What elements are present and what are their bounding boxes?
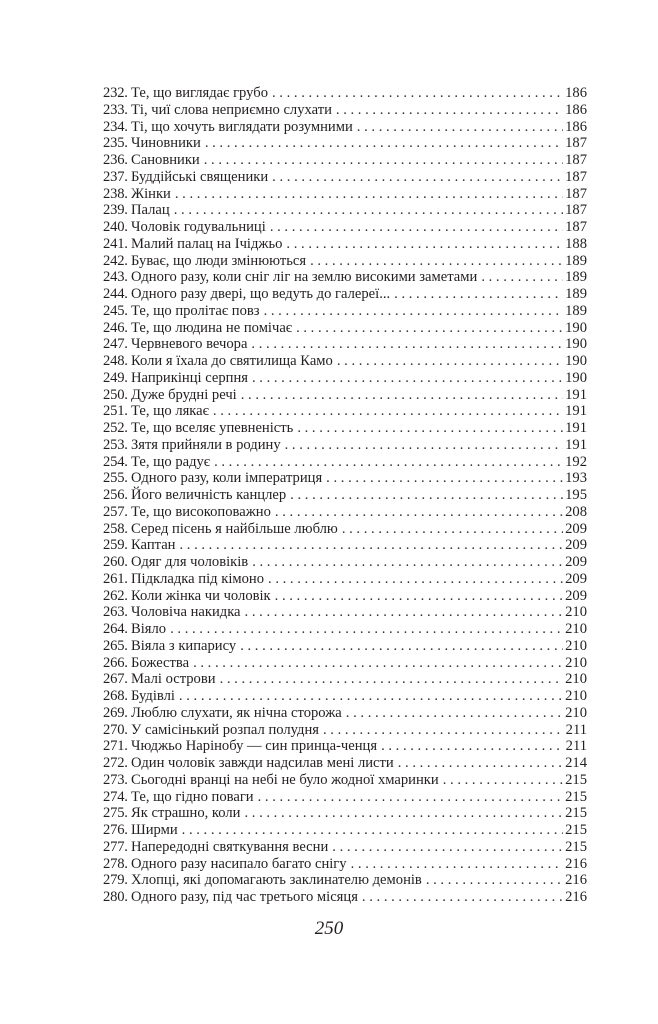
page-number: 250 <box>314 918 344 939</box>
entry-page: 210 <box>565 688 587 704</box>
entry-page: 210 <box>565 621 587 637</box>
toc-entry <box>103 119 587 136</box>
toc-entry <box>103 269 587 286</box>
entry-title: Те, що людина не помічає <box>131 319 293 336</box>
dot-leader <box>342 521 563 538</box>
dot-leader <box>337 353 563 370</box>
table-of-contents <box>103 85 587 906</box>
toc-entry <box>103 822 587 839</box>
toc-entry <box>103 772 587 789</box>
entry-number: 279. <box>103 872 128 889</box>
dot-leader <box>245 604 564 621</box>
dot-leader <box>252 370 563 387</box>
entry-number: 265. <box>103 637 128 654</box>
dot-leader <box>179 537 563 554</box>
entry-number: 276. <box>103 822 128 838</box>
toc-entry <box>103 286 587 303</box>
dot-leader <box>214 454 563 471</box>
toc-entry <box>103 705 587 722</box>
entry-page: 191 <box>565 386 587 403</box>
entry-title: Те, що виглядає грубо <box>131 85 268 101</box>
entry-title: Ті, що хочуть виглядати розумними <box>131 118 353 135</box>
entry-number: 253. <box>103 436 128 453</box>
dot-leader <box>326 470 563 487</box>
toc-entry <box>103 655 587 672</box>
entry-page: 215 <box>565 838 587 855</box>
dot-leader <box>220 671 564 688</box>
entry-number: 257. <box>103 503 128 520</box>
entry-page: 189 <box>565 252 587 269</box>
entry-page: 208 <box>565 503 587 520</box>
dot-leader <box>426 872 563 889</box>
dot-leader <box>182 822 563 839</box>
dot-leader <box>193 655 563 672</box>
dot-leader <box>310 253 563 270</box>
entry-number: 248. <box>103 353 128 369</box>
dot-leader <box>241 387 563 404</box>
toc-entry <box>103 353 587 370</box>
entry-title: Як страшно, коли <box>131 805 241 822</box>
entry-page: 186 <box>565 101 587 118</box>
toc-entry <box>103 521 587 538</box>
entry-title: Одного разу, коли сніг ліг на землю високими заметами <box>131 269 478 286</box>
entry-number: 263. <box>103 604 128 621</box>
toc-entry <box>103 554 587 571</box>
toc-entry <box>103 186 587 203</box>
entry-title: Люблю слухати, як нічна сторожа <box>131 704 342 721</box>
entry-number: 252. <box>103 420 128 436</box>
dot-leader <box>179 688 563 705</box>
entry-page: 195 <box>565 487 587 503</box>
entry-page: 209 <box>565 587 587 604</box>
dot-leader <box>286 236 563 253</box>
entry-title: Хлопці, які допомагають заклинателю демонів <box>131 872 422 889</box>
entry-number: 275. <box>103 805 128 822</box>
entry-title: Будівлі <box>131 688 175 704</box>
dot-leader <box>252 554 563 571</box>
entry-number: 240. <box>103 219 128 235</box>
entry-number: 267. <box>103 671 128 688</box>
entry-page: 189 <box>565 302 587 319</box>
dot-leader <box>170 621 563 638</box>
toc-entry <box>103 755 587 772</box>
entry-number: 251. <box>103 403 128 420</box>
entry-number: 244. <box>103 286 128 302</box>
toc-entry <box>103 236 587 253</box>
entry-page: 215 <box>565 805 587 822</box>
entry-title: Зятя прийняли в родину <box>131 436 281 453</box>
entry-title: Один чоловік завжди надсилав мені листи <box>131 755 394 771</box>
dot-leader <box>264 303 564 320</box>
entry-page: 189 <box>565 269 587 286</box>
entry-page: 190 <box>565 353 587 369</box>
entry-page: 192 <box>565 453 587 470</box>
toc-entry <box>103 387 587 404</box>
entry-title: Буддійські священики <box>131 168 269 185</box>
toc-entry <box>103 537 587 554</box>
dot-leader <box>443 772 563 789</box>
entry-number: 237. <box>103 168 128 185</box>
dot-leader <box>290 487 563 504</box>
entry-number: 271. <box>103 738 128 755</box>
entry-number: 277. <box>103 838 128 855</box>
entry-number: 270. <box>103 721 128 738</box>
entry-page: 209 <box>565 570 587 587</box>
entry-number: 256. <box>103 487 128 503</box>
entry-title: Серед пісень я найбільше люблю <box>131 520 338 537</box>
dot-leader <box>174 202 563 219</box>
dot-leader <box>346 705 563 722</box>
entry-title: Дуже брудні речі <box>131 386 237 403</box>
dot-leader <box>297 420 563 437</box>
entry-page: 186 <box>565 118 587 135</box>
entry-number: 269. <box>103 704 128 721</box>
toc-entry <box>103 219 587 236</box>
toc-entry <box>103 604 587 621</box>
entry-number: 243. <box>103 269 128 286</box>
entry-number: 262. <box>103 587 128 604</box>
entry-title: Одного разу, під час третього місяця <box>131 889 358 905</box>
entry-number: 258. <box>103 520 128 537</box>
entry-title: Ширми <box>131 822 178 838</box>
entry-title: Буває, що люди змінюються <box>131 252 307 269</box>
entry-page: 190 <box>565 369 587 386</box>
entry-page: 191 <box>565 420 587 436</box>
entry-page: 191 <box>565 436 587 453</box>
dot-leader <box>357 119 563 136</box>
entry-number: 254. <box>103 453 128 470</box>
entry-title: Те, що пролітає повз <box>131 302 260 319</box>
dot-leader <box>332 839 563 856</box>
entry-number: 280. <box>103 889 128 905</box>
toc-entry <box>103 320 587 337</box>
entry-page: 209 <box>565 537 587 554</box>
entry-page: 187 <box>565 152 587 168</box>
dot-leader <box>240 638 563 655</box>
dot-leader <box>244 805 563 822</box>
dot-leader <box>394 286 563 303</box>
entry-number: 239. <box>103 202 128 219</box>
entry-page: 216 <box>565 855 587 872</box>
dot-leader <box>175 186 563 203</box>
entry-title: Напередодні святкування весни <box>131 838 329 855</box>
entry-title: Палац <box>131 202 170 219</box>
entry-title: Наприкінці серпня <box>131 369 248 386</box>
entry-number: 268. <box>103 688 128 704</box>
dot-leader <box>275 588 563 605</box>
entry-page: 211 <box>565 738 587 755</box>
entry-title: Те, що гідно поваги <box>131 788 254 805</box>
entry-page: 187 <box>565 219 587 235</box>
entry-title: Чоловік годувальниці <box>131 219 266 235</box>
dot-leader <box>258 789 563 806</box>
entry-number: 273. <box>103 771 128 788</box>
entry-page: 210 <box>565 671 587 688</box>
toc-entry <box>103 403 587 420</box>
dot-leader <box>272 85 563 102</box>
toc-entry <box>103 722 587 739</box>
entry-number: 278. <box>103 855 128 872</box>
entry-page: 189 <box>565 286 587 302</box>
toc-entry <box>103 621 587 638</box>
toc-entry <box>103 336 587 353</box>
entry-title: Те, що високоповажно <box>131 503 271 520</box>
toc-entry <box>103 504 587 521</box>
dot-leader <box>275 504 563 521</box>
toc-entry <box>103 789 587 806</box>
entry-page: 210 <box>565 704 587 721</box>
dot-leader <box>205 135 563 152</box>
toc-entry <box>103 437 587 454</box>
entry-title: Божества <box>131 654 190 671</box>
toc-entry <box>103 805 587 822</box>
entry-page: 215 <box>565 822 587 838</box>
entry-page: 210 <box>565 604 587 621</box>
entry-page: 188 <box>565 235 587 252</box>
entry-title: Його величність канцлер <box>131 487 287 503</box>
entry-number: 238. <box>103 185 128 202</box>
entry-title: Одного разу двері, що ведуть до галереї... <box>131 286 391 302</box>
entry-number: 247. <box>103 336 128 353</box>
entry-title: Червневого вечора <box>131 336 248 353</box>
entry-page: 214 <box>565 755 587 771</box>
entry-page: 215 <box>565 788 587 805</box>
entry-page: 187 <box>565 135 587 152</box>
entry-title: Малий палац на Ічіджьо <box>131 235 283 252</box>
entry-page: 190 <box>565 336 587 353</box>
dot-leader <box>270 219 563 236</box>
toc-entry <box>103 487 587 504</box>
entry-number: 261. <box>103 570 128 587</box>
entry-page: 216 <box>565 889 587 905</box>
entry-title: Підкладка під кімоно <box>131 570 265 587</box>
dot-leader <box>323 722 564 739</box>
entry-title: Віяло <box>131 621 167 637</box>
dot-leader <box>296 320 563 337</box>
toc-entry <box>103 303 587 320</box>
entry-title: Те, що радує <box>131 453 211 470</box>
entry-title: Сановники <box>131 152 200 168</box>
dot-leader <box>362 889 563 906</box>
toc-entry <box>103 370 587 387</box>
entry-number: 255. <box>103 470 128 487</box>
entry-page: 187 <box>565 185 587 202</box>
entry-title: Одяг для чоловіків <box>131 554 249 570</box>
entry-title: Чюджьо Нарінобу — син принца-ченця <box>131 738 378 755</box>
dot-leader <box>336 102 563 119</box>
toc-entry <box>103 420 587 437</box>
entry-title: Одного разу насипало багато снігу <box>131 855 347 872</box>
entry-title: Коли жінка чи чоловік <box>131 587 271 604</box>
entry-page: 211 <box>565 721 587 738</box>
dot-leader <box>381 738 564 755</box>
entry-page: 193 <box>565 470 587 487</box>
toc-entry <box>103 688 587 705</box>
toc-entry <box>103 588 587 605</box>
entry-title: У самісінький розпал полудня <box>131 721 319 738</box>
entry-number: 250. <box>103 386 128 403</box>
entry-title: Чоловіча накидка <box>131 604 241 621</box>
entry-page: 215 <box>565 771 587 788</box>
toc-entry <box>103 839 587 856</box>
entry-title: Каптан <box>131 537 176 554</box>
entry-number: 241. <box>103 235 128 252</box>
toc-entry <box>103 856 587 873</box>
entry-number: 260. <box>103 554 128 570</box>
dot-leader <box>268 571 563 588</box>
entry-title: Чиновники <box>131 135 201 152</box>
dot-leader <box>204 152 563 169</box>
dot-leader <box>272 169 563 186</box>
entry-page: 209 <box>565 520 587 537</box>
entry-number: 264. <box>103 621 128 637</box>
entry-number: 232. <box>103 85 128 101</box>
entry-title: Те, що вселяє упевненість <box>131 420 294 436</box>
entry-title: Жінки <box>131 185 171 202</box>
toc-entry <box>103 738 587 755</box>
entry-number: 233. <box>103 101 128 118</box>
entry-title: Те, що лякає <box>131 403 209 420</box>
toc-entry <box>103 152 587 169</box>
toc-entry <box>103 470 587 487</box>
entry-page: 187 <box>565 202 587 219</box>
toc-entry <box>103 253 587 270</box>
entry-page: 216 <box>565 872 587 889</box>
toc-entry <box>103 671 587 688</box>
entry-title: Ті, чиї слова неприємно слухати <box>131 101 332 118</box>
toc-entry <box>103 889 587 906</box>
toc-entry <box>103 85 587 102</box>
entry-page: 187 <box>565 168 587 185</box>
entry-number: 272. <box>103 755 128 771</box>
dot-leader <box>398 755 563 772</box>
entry-title: Віяла з кипарису <box>131 637 237 654</box>
entry-page: 191 <box>565 403 587 420</box>
dot-leader <box>481 269 563 286</box>
entry-title: Одного разу, коли імператриця <box>131 470 323 487</box>
entry-number: 246. <box>103 319 128 336</box>
dot-leader <box>213 403 563 420</box>
entry-page: 186 <box>565 85 587 101</box>
toc-entry <box>103 454 587 471</box>
entry-number: 249. <box>103 369 128 386</box>
toc-entry <box>103 102 587 119</box>
entry-number: 234. <box>103 118 128 135</box>
toc-entry <box>103 638 587 655</box>
dot-leader <box>251 336 563 353</box>
entry-number: 266. <box>103 654 128 671</box>
entry-page: 210 <box>565 637 587 654</box>
entry-number: 245. <box>103 302 128 319</box>
entry-number: 242. <box>103 252 128 269</box>
toc-entry <box>103 135 587 152</box>
entry-number: 236. <box>103 152 128 168</box>
toc-entry <box>103 202 587 219</box>
entry-title: Сьогодні вранці на небі не було жодної хмаринки <box>131 771 439 788</box>
entry-page: 209 <box>565 554 587 570</box>
dot-leader <box>351 856 564 873</box>
toc-entry <box>103 872 587 889</box>
entry-number: 235. <box>103 135 128 152</box>
entry-title: Малі острови <box>131 671 216 688</box>
entry-page: 190 <box>565 319 587 336</box>
dot-leader <box>285 437 563 454</box>
toc-entry <box>103 169 587 186</box>
entry-number: 259. <box>103 537 128 554</box>
entry-page: 210 <box>565 654 587 671</box>
toc-entry <box>103 571 587 588</box>
entry-number: 274. <box>103 788 128 805</box>
entry-title: Коли я їхала до святилища Камо <box>131 353 333 369</box>
